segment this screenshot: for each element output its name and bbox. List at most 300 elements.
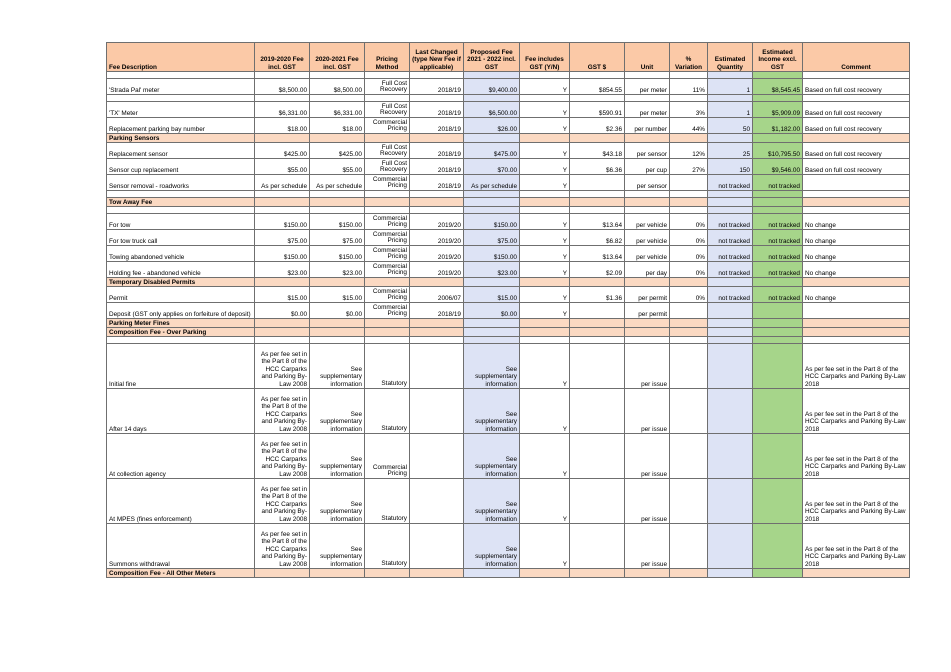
empty-cell	[753, 328, 803, 337]
empty-cell	[670, 72, 708, 79]
cell-fee-2019-2020: $15.00	[255, 287, 310, 303]
section-title: Composition Fee - Over Parking	[107, 328, 255, 337]
table-row	[107, 479, 910, 524]
cell-fee-2019-2020: $8,500.00	[255, 79, 310, 95]
cell-gst-amount	[570, 389, 625, 434]
cell-percent-variation	[670, 344, 708, 389]
cell-estimated-quantity: 25	[708, 143, 753, 159]
cell-estimated-quantity: 150	[708, 159, 753, 175]
empty-cell	[803, 319, 910, 328]
cell-percent-variation: 0%	[670, 230, 708, 246]
cell-comment: As per fee set in the Part 8 of the HCC Carparks and Parking By-Law 2018	[803, 479, 910, 524]
header-fee-2020-2021: 2020-2021 Fee incl. GST	[310, 43, 365, 72]
cell-estimated-income: not tracked	[753, 214, 803, 230]
cell-proposed-fee: $15.00	[464, 287, 520, 303]
cell-estimated-quantity	[708, 389, 753, 434]
cell-last-changed	[410, 344, 464, 389]
cell-gst-amount	[570, 524, 625, 569]
cell-fee-description: For tow truck call	[107, 230, 255, 246]
empty-cell	[410, 328, 464, 337]
empty-cell	[310, 319, 365, 328]
cell-fee-includes-gst: Y	[520, 262, 570, 278]
cell-percent-variation: 44%	[670, 118, 708, 134]
empty-cell	[753, 569, 803, 578]
cell-fee-2020-2021: As per schedule	[310, 175, 365, 191]
cell-fee-2020-2021: See supplementary information	[310, 524, 365, 569]
cell-estimated-income: not tracked	[753, 175, 803, 191]
cell-pricing-method: Commercial Pricing	[365, 230, 410, 246]
cell-estimated-income: $10,795.50	[753, 143, 803, 159]
empty-cell	[570, 207, 625, 214]
header-pricing-method: Pricing Method	[365, 43, 410, 72]
empty-cell	[570, 95, 625, 102]
cell-pricing-method: Commercial Pricing	[365, 118, 410, 134]
empty-cell	[520, 191, 570, 198]
empty-cell	[708, 319, 753, 328]
cell-proposed-fee: See supplementary information	[464, 389, 520, 434]
cell-fee-includes-gst: Y	[520, 159, 570, 175]
cell-gst-amount: $854.55	[570, 79, 625, 95]
cell-percent-variation: 11%	[670, 79, 708, 95]
empty-cell	[570, 134, 625, 143]
empty-cell	[708, 191, 753, 198]
cell-unit: per vehicle	[625, 214, 670, 230]
cell-gst-amount: $6.82	[570, 230, 625, 246]
empty-cell	[410, 278, 464, 287]
cell-gst-amount	[570, 434, 625, 479]
cell-unit: per permit	[625, 303, 670, 319]
table-row	[107, 344, 910, 389]
empty-cell	[803, 134, 910, 143]
cell-fee-includes-gst: Y	[520, 214, 570, 230]
empty-cell	[310, 278, 365, 287]
cell-pricing-method: Commercial Pricing	[365, 175, 410, 191]
cell-percent-variation	[670, 524, 708, 569]
empty-cell	[753, 278, 803, 287]
empty-cell	[464, 319, 520, 328]
cell-fee-description: Replacement parking bay number	[107, 118, 255, 134]
empty-cell	[708, 134, 753, 143]
cell-proposed-fee: See supplementary information	[464, 434, 520, 479]
empty-cell	[310, 337, 365, 344]
empty-cell	[310, 134, 365, 143]
empty-cell	[753, 72, 803, 79]
cell-gst-amount	[570, 175, 625, 191]
empty-cell	[107, 207, 255, 214]
cell-estimated-quantity: not tracked	[708, 175, 753, 191]
cell-estimated-quantity	[708, 303, 753, 319]
cell-last-changed: 2018/19	[410, 175, 464, 191]
cell-unit: per issue	[625, 434, 670, 479]
cell-percent-variation	[670, 175, 708, 191]
cell-comment: As per fee set in the Part 8 of the HCC Carparks and Parking By-Law 2018	[803, 344, 910, 389]
table-row	[107, 524, 910, 569]
cell-fee-includes-gst: Y	[520, 524, 570, 569]
cell-gst-amount: $2.36	[570, 118, 625, 134]
cell-fee-2020-2021: $8,500.00	[310, 79, 365, 95]
cell-pricing-method: Statutory	[365, 389, 410, 434]
cell-comment: Based on full cost recovery	[803, 79, 910, 95]
table-row	[107, 79, 910, 95]
cell-gst-amount: $13.64	[570, 246, 625, 262]
cell-comment: Based on full cost recovery	[803, 159, 910, 175]
empty-cell	[708, 198, 753, 207]
empty-cell	[520, 328, 570, 337]
empty-cell	[464, 278, 520, 287]
cell-unit: per vehicle	[625, 230, 670, 246]
empty-cell	[670, 134, 708, 143]
empty-cell	[520, 95, 570, 102]
section-header-row	[107, 198, 910, 207]
empty-cell	[365, 319, 410, 328]
empty-cell	[520, 134, 570, 143]
empty-cell	[803, 198, 910, 207]
cell-fee-description: Replacement sensor	[107, 143, 255, 159]
empty-cell	[365, 95, 410, 102]
cell-fee-description: After 14 days	[107, 389, 255, 434]
cell-fee-includes-gst: Y	[520, 79, 570, 95]
cell-estimated-quantity: not tracked	[708, 246, 753, 262]
empty-cell	[803, 569, 910, 578]
header-fee-includes-gst: Fee includes GST (Y/N)	[520, 43, 570, 72]
fee-schedule-sheet	[106, 42, 910, 578]
empty-cell	[365, 198, 410, 207]
cell-percent-variation: 0%	[670, 262, 708, 278]
cell-fee-description: 'TX' Meter	[107, 102, 255, 118]
spacer-row	[107, 72, 910, 79]
empty-cell	[410, 337, 464, 344]
cell-fee-description: Initial fine	[107, 344, 255, 389]
cell-fee-2020-2021: See supplementary information	[310, 344, 365, 389]
empty-cell	[410, 191, 464, 198]
cell-estimated-quantity: not tracked	[708, 214, 753, 230]
empty-cell	[464, 328, 520, 337]
table-row	[107, 118, 910, 134]
empty-cell	[753, 207, 803, 214]
cell-comment: As per fee set in the Part 8 of the HCC Carparks and Parking By-Law 2018	[803, 524, 910, 569]
cell-pricing-method: Commercial Pricing	[365, 262, 410, 278]
cell-estimated-income: not tracked	[753, 262, 803, 278]
fee-table-body	[107, 72, 910, 578]
empty-cell	[625, 191, 670, 198]
empty-cell	[708, 278, 753, 287]
header-estimated-income: Estimated Income excl. GST	[753, 43, 803, 72]
empty-cell	[310, 72, 365, 79]
cell-estimated-income	[753, 434, 803, 479]
empty-cell	[464, 207, 520, 214]
empty-cell	[520, 198, 570, 207]
table-row	[107, 102, 910, 118]
cell-estimated-income	[753, 344, 803, 389]
empty-cell	[708, 207, 753, 214]
cell-proposed-fee: $6,500.00	[464, 102, 520, 118]
cell-proposed-fee: $0.00	[464, 303, 520, 319]
cell-fee-description: Sensor cup replacement	[107, 159, 255, 175]
cell-fee-2019-2020: $150.00	[255, 246, 310, 262]
empty-cell	[464, 95, 520, 102]
cell-unit: per issue	[625, 479, 670, 524]
cell-percent-variation	[670, 434, 708, 479]
empty-cell	[753, 198, 803, 207]
cell-comment: Based on full cost recovery	[803, 143, 910, 159]
table-row	[107, 389, 910, 434]
section-header-row	[107, 319, 910, 328]
cell-estimated-income: $1,182.00	[753, 118, 803, 134]
cell-fee-2019-2020: $425.00	[255, 143, 310, 159]
cell-fee-2020-2021: $15.00	[310, 287, 365, 303]
cell-unit: per sensor	[625, 143, 670, 159]
empty-cell	[410, 319, 464, 328]
cell-fee-2019-2020: $6,331.00	[255, 102, 310, 118]
empty-cell	[753, 134, 803, 143]
spacer-row	[107, 191, 910, 198]
empty-cell	[410, 207, 464, 214]
cell-fee-2020-2021: $150.00	[310, 246, 365, 262]
cell-unit: per issue	[625, 389, 670, 434]
empty-cell	[365, 278, 410, 287]
cell-fee-includes-gst: Y	[520, 143, 570, 159]
cell-estimated-income	[753, 303, 803, 319]
header-unit: Unit	[625, 43, 670, 72]
empty-cell	[520, 207, 570, 214]
cell-unit: per number	[625, 118, 670, 134]
cell-comment: Based on full cost recovery	[803, 118, 910, 134]
cell-fee-2019-2020: $18.00	[255, 118, 310, 134]
empty-cell	[365, 191, 410, 198]
empty-cell	[255, 337, 310, 344]
cell-last-changed: 2018/19	[410, 143, 464, 159]
cell-estimated-quantity	[708, 479, 753, 524]
empty-cell	[625, 337, 670, 344]
empty-cell	[625, 198, 670, 207]
cell-percent-variation	[670, 479, 708, 524]
cell-fee-includes-gst: Y	[520, 102, 570, 118]
cell-percent-variation: 3%	[670, 102, 708, 118]
cell-pricing-method: Commercial Pricing	[365, 434, 410, 479]
section-header-row	[107, 134, 910, 143]
cell-last-changed: 2006/07	[410, 287, 464, 303]
table-row	[107, 175, 910, 191]
cell-proposed-fee: $70.00	[464, 159, 520, 175]
empty-cell	[625, 569, 670, 578]
section-title: Parking Sensors	[107, 134, 255, 143]
empty-cell	[310, 95, 365, 102]
cell-gst-amount: $43.18	[570, 143, 625, 159]
cell-fee-includes-gst: Y	[520, 118, 570, 134]
empty-cell	[310, 207, 365, 214]
cell-fee-2020-2021: $23.00	[310, 262, 365, 278]
header-fee-description: Fee Description	[107, 43, 255, 72]
empty-cell	[670, 337, 708, 344]
cell-last-changed	[410, 479, 464, 524]
empty-cell	[803, 278, 910, 287]
cell-estimated-quantity: not tracked	[708, 287, 753, 303]
cell-proposed-fee: $150.00	[464, 214, 520, 230]
empty-cell	[107, 191, 255, 198]
header-estimated-quantity: Estimated Quantity	[708, 43, 753, 72]
cell-last-changed	[410, 524, 464, 569]
cell-estimated-quantity: not tracked	[708, 230, 753, 246]
empty-cell	[255, 198, 310, 207]
cell-unit: per sensor	[625, 175, 670, 191]
cell-gst-amount: $2.09	[570, 262, 625, 278]
cell-fee-includes-gst: Y	[520, 344, 570, 389]
empty-cell	[255, 569, 310, 578]
cell-comment: Based on full cost recovery	[803, 102, 910, 118]
empty-cell	[520, 72, 570, 79]
cell-pricing-method: Commercial Pricing	[365, 303, 410, 319]
section-header-row	[107, 278, 910, 287]
header-gst-amount: GST $	[570, 43, 625, 72]
cell-percent-variation	[670, 303, 708, 319]
cell-unit: per vehicle	[625, 246, 670, 262]
empty-cell	[670, 207, 708, 214]
cell-last-changed	[410, 434, 464, 479]
cell-fee-includes-gst: Y	[520, 479, 570, 524]
cell-fee-includes-gst: Y	[520, 389, 570, 434]
empty-cell	[803, 191, 910, 198]
header-proposed-fee: Proposed Fee 2021 - 2022 incl. GST	[464, 43, 520, 72]
header-row	[107, 43, 910, 72]
cell-estimated-income: not tracked	[753, 230, 803, 246]
cell-gst-amount	[570, 479, 625, 524]
empty-cell	[365, 569, 410, 578]
cell-comment: As per fee set in the Part 8 of the HCC Carparks and Parking By-Law 2018	[803, 434, 910, 479]
section-title: Parking Meter Fines	[107, 319, 255, 328]
table-row	[107, 262, 910, 278]
cell-unit: per issue	[625, 344, 670, 389]
empty-cell	[708, 337, 753, 344]
empty-cell	[670, 95, 708, 102]
cell-percent-variation: 27%	[670, 159, 708, 175]
cell-percent-variation: 0%	[670, 246, 708, 262]
cell-last-changed: 2019/20	[410, 230, 464, 246]
cell-last-changed: 2018/19	[410, 102, 464, 118]
cell-comment: No change	[803, 287, 910, 303]
empty-cell	[310, 569, 365, 578]
table-row	[107, 303, 910, 319]
cell-fee-2020-2021: See supplementary information	[310, 479, 365, 524]
empty-cell	[753, 95, 803, 102]
empty-cell	[670, 328, 708, 337]
cell-fee-description: 'Strada Pal' meter	[107, 79, 255, 95]
cell-last-changed: 2019/20	[410, 214, 464, 230]
cell-gst-amount: $1.36	[570, 287, 625, 303]
cell-fee-2019-2020: As per fee set in the Part 8 of the HCC Carparks and Parking By-Law 2008	[255, 434, 310, 479]
empty-cell	[803, 72, 910, 79]
cell-pricing-method: Commercial Pricing	[365, 287, 410, 303]
cell-last-changed: 2018/19	[410, 159, 464, 175]
cell-fee-description: For tow	[107, 214, 255, 230]
cell-comment	[803, 175, 910, 191]
cell-estimated-quantity: 1	[708, 79, 753, 95]
table-row	[107, 143, 910, 159]
spacer-row	[107, 95, 910, 102]
cell-comment: No change	[803, 262, 910, 278]
empty-cell	[464, 72, 520, 79]
empty-cell	[107, 72, 255, 79]
cell-fee-2019-2020: $55.00	[255, 159, 310, 175]
cell-fee-2020-2021: $75.00	[310, 230, 365, 246]
cell-pricing-method: Full Cost Recovery	[365, 143, 410, 159]
cell-unit: per day	[625, 262, 670, 278]
empty-cell	[520, 337, 570, 344]
cell-pricing-method: Statutory	[365, 479, 410, 524]
cell-fee-2020-2021: $6,331.00	[310, 102, 365, 118]
cell-fee-description: Deposit (GST only applies on forfeiture of deposit)	[107, 303, 255, 319]
empty-cell	[708, 95, 753, 102]
empty-cell	[255, 207, 310, 214]
cell-fee-2020-2021: $55.00	[310, 159, 365, 175]
cell-proposed-fee: See supplementary information	[464, 479, 520, 524]
empty-cell	[365, 134, 410, 143]
cell-gst-amount: $13.64	[570, 214, 625, 230]
empty-cell	[255, 95, 310, 102]
empty-cell	[708, 569, 753, 578]
cell-pricing-method: Commercial Pricing	[365, 214, 410, 230]
cell-estimated-income: $8,545.45	[753, 79, 803, 95]
empty-cell	[625, 278, 670, 287]
empty-cell	[410, 72, 464, 79]
cell-last-changed	[410, 389, 464, 434]
cell-percent-variation	[670, 389, 708, 434]
empty-cell	[670, 198, 708, 207]
empty-cell	[310, 191, 365, 198]
cell-proposed-fee: As per schedule	[464, 175, 520, 191]
cell-fee-description: Permit	[107, 287, 255, 303]
section-title: Tow Away Fee	[107, 198, 255, 207]
cell-last-changed: 2018/19	[410, 79, 464, 95]
table-row	[107, 230, 910, 246]
cell-fee-2019-2020: As per schedule	[255, 175, 310, 191]
cell-proposed-fee: See supplementary information	[464, 524, 520, 569]
empty-cell	[625, 72, 670, 79]
empty-cell	[464, 134, 520, 143]
empty-cell	[625, 319, 670, 328]
empty-cell	[670, 191, 708, 198]
cell-fee-description: At collection agency	[107, 434, 255, 479]
cell-fee-includes-gst: Y	[520, 230, 570, 246]
cell-pricing-method: Full Cost Recovery	[365, 102, 410, 118]
cell-fee-description: Towing abandoned vehicle	[107, 246, 255, 262]
empty-cell	[670, 278, 708, 287]
empty-cell	[570, 198, 625, 207]
cell-unit: per issue	[625, 524, 670, 569]
cell-comment: No change	[803, 246, 910, 262]
empty-cell	[365, 72, 410, 79]
empty-cell	[107, 337, 255, 344]
cell-gst-amount: $6.36	[570, 159, 625, 175]
cell-last-changed: 2018/19	[410, 118, 464, 134]
empty-cell	[570, 569, 625, 578]
cell-unit: per meter	[625, 102, 670, 118]
empty-cell	[410, 569, 464, 578]
empty-cell	[464, 337, 520, 344]
empty-cell	[753, 319, 803, 328]
cell-fee-includes-gst: Y	[520, 303, 570, 319]
cell-fee-2019-2020: $23.00	[255, 262, 310, 278]
cell-fee-2020-2021: See supplementary information	[310, 389, 365, 434]
cell-estimated-income: $5,909.09	[753, 102, 803, 118]
cell-comment: No change	[803, 230, 910, 246]
header-last-changed: Last Changed (type New Fee if applicable)	[410, 43, 464, 72]
cell-proposed-fee: $150.00	[464, 246, 520, 262]
empty-cell	[570, 328, 625, 337]
empty-cell	[410, 134, 464, 143]
cell-proposed-fee: $75.00	[464, 230, 520, 246]
cell-last-changed: 2019/20	[410, 262, 464, 278]
cell-last-changed: 2018/19	[410, 303, 464, 319]
